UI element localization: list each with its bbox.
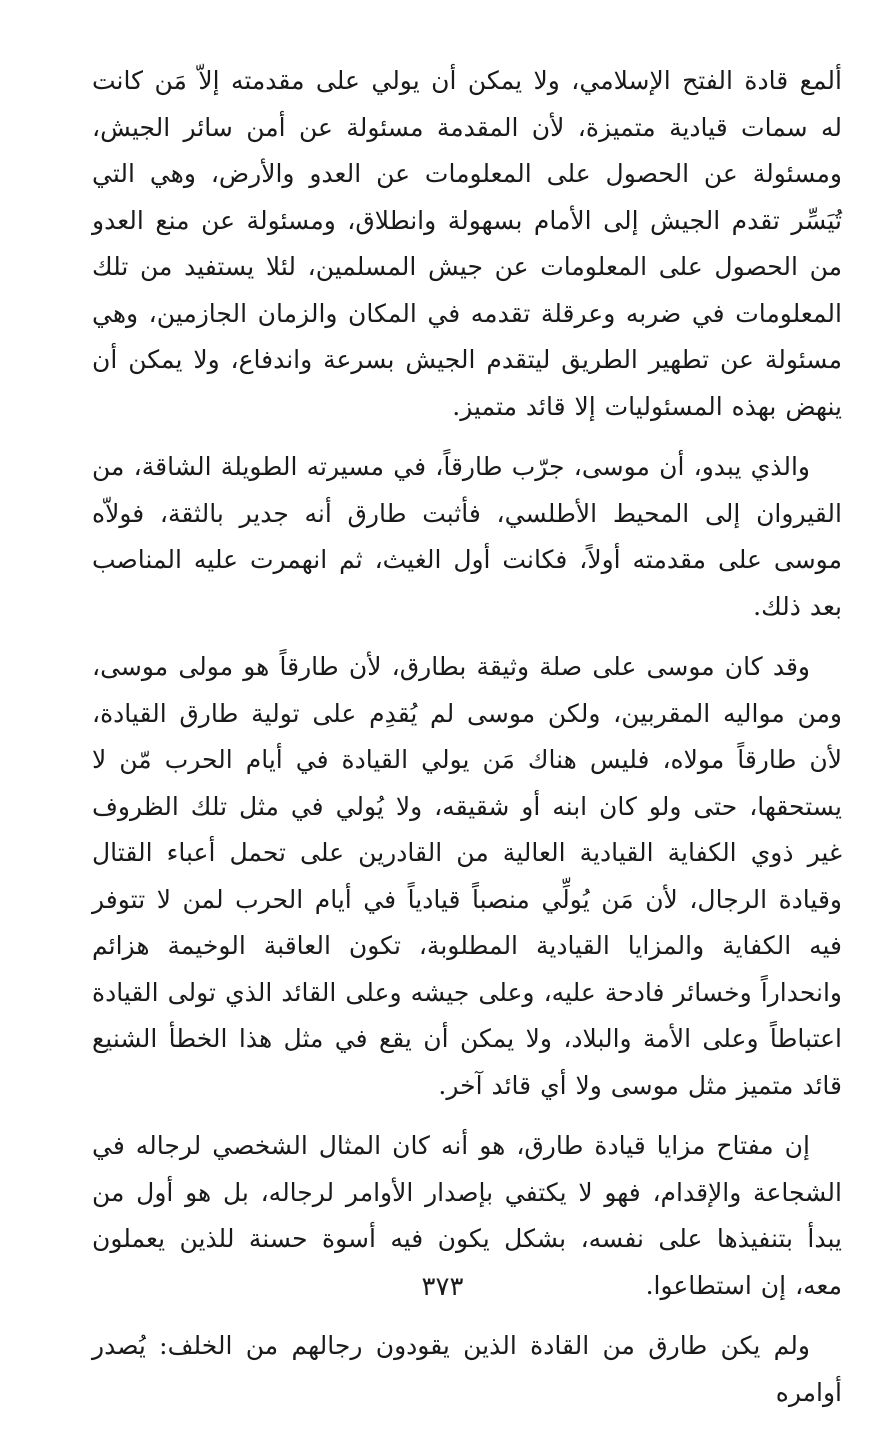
page-number: ٣٧٣ — [421, 1272, 464, 1302]
paragraph-1: ألمع قادة الفتح الإسلامي، ولا يمكن أن يولي على مقدمته إلاّ مَن كانت له سمات قيادية متميزة، لأن المقدمة مسئولة عن أمن سائر الجيش، ومسئولة عن الحصول على المعلومات عن العدو والأرض، وهي التي تُيَسِّر تقدم الجيش إلى الأمام بسهولة وانطلاق، ومسئولة عن منع العدو من الحصول على المعلومات عن جيش المسلمين، لئلا يستفيد من تلك المعلومات في ضربه وعرقلة تقدمه في المكان والزمان الجازمين، وهي مسئولة عن تطهير الطريق ليتقدم الجيش بسرعة واندفاع، ولا يمكن أن ينهض بهذه المسئوليات إلا قائد متميز. — [92, 66, 842, 421]
body-text — [92, 58, 842, 1430]
paragraph-2: والذي يبدو، أن موسى، جرّب طارقاً، في مسيرته الطويلة الشاقة، من القيروان إلى المحيط الأطلسي، فأثبت طارق أنه جدير بالثقة، فولاّه موسى على مقدمته أولاً، فكانت أول الغيث، ثم انهمرت عليه المناصب بعد ذلك. — [92, 452, 842, 621]
paragraph-3: وقد كان موسى على صلة وثيقة بطارق، لأن طارقاً هو مولى موسى، ومن مواليه المقربين، ولكن موسى لم يُقدِم على تولية طارق القيادة، لأن طارقاً مولاه، فليس هناك مَن يولي القيادة في أيام الحرب مّن لا يستحقها، حتى ولو كان ابنه أو شقيقه، ولا يُولي في مثل تلك الظروف غير ذوي الكفاية القيادية العالية من القادرين على تحمل أعباء القتال وقيادة الرجال، لأن مَن يُولِّي منصباً قيادياً في أيام الحرب لمن لا تتوفر فيه الكفاية والمزايا القيادية المطلوبة، تكون العاقبة الوخيمة هزائم وانحداراً وخسائر فادحة عليه، وعلى جيشه وعلى القائد الذي تولى القيادة اعتباطاً وعلى الأمة والبلاد، ولا يمكن أن يقع في مثل هذا الخطأ الشنيع قائد متميز مثل موسى ولا أي قائد آخر. — [92, 652, 842, 1100]
paragraph-4: إن مفتاح مزايا قيادة طارق، هو أنه كان المثال الشخصي لرجاله في الشجاعة والإقدام، فهو لا يكتفي بإصدار الأوامر لرجاله، بل هو أول من يبدأ بتنفيذها على نفسه، بشكل يكون فيه أسوة حسنة للذين يعملون معه، إن استطاعوا. — [92, 1131, 842, 1300]
paragraph-5: ولم يكن طارق من القادة الذين يقودون رجالهم من الخلف: يُصدر أوامره — [92, 1331, 842, 1407]
